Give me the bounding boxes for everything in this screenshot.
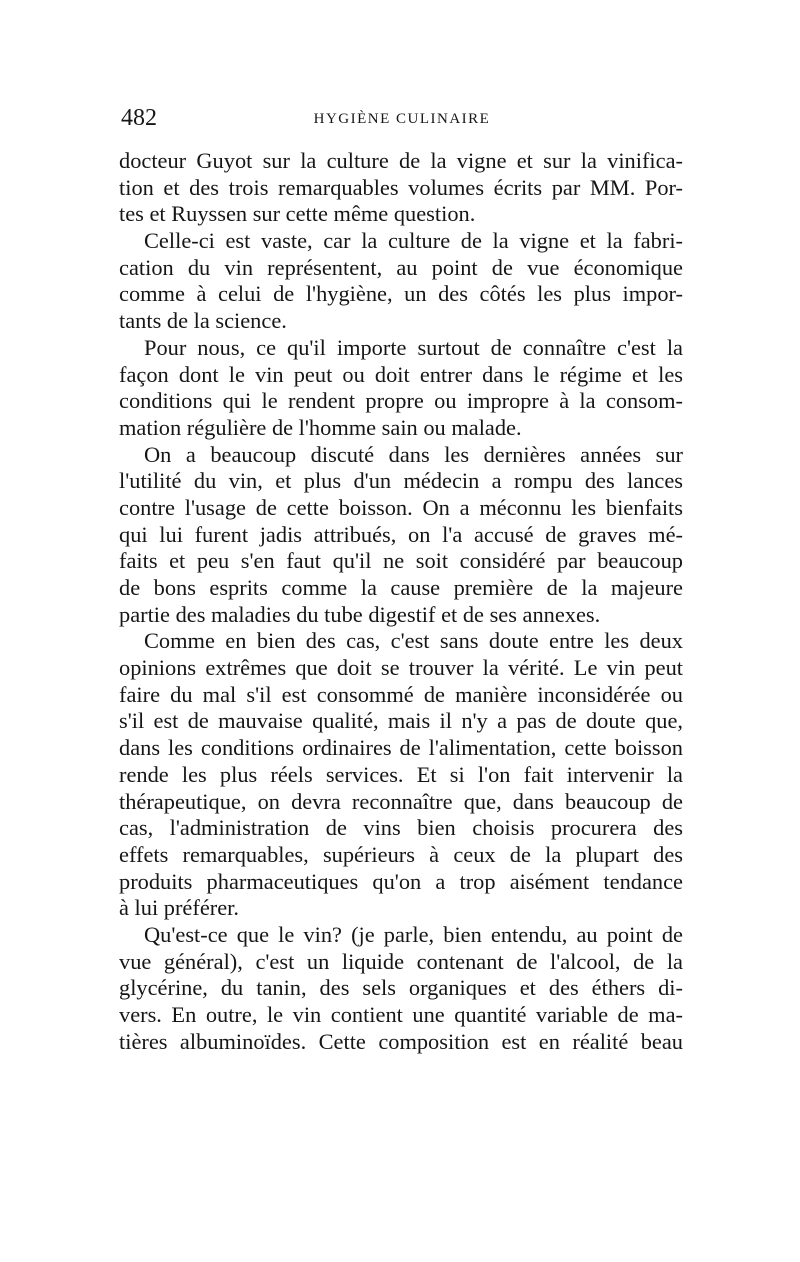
text-line: faits et peu s'en faut qu'il ne soit considéré par beaucoup: [119, 548, 683, 574]
text-line: rende les plus réels services. Et si l'on fait intervenir la: [119, 761, 683, 787]
text-line: On a beaucoup discuté dans les dernières années sur: [144, 441, 683, 467]
text-line: Qu'est-ce que le vin? (je parle, bien entendu, au point de: [144, 921, 683, 947]
text-line: Celle-ci est vaste, car la culture de la vigne et la fabri-: [144, 228, 683, 254]
text-line: faire du mal s'il est consommé de manière inconsidérée ou: [119, 681, 683, 707]
text-line: Comme en bien des cas, c'est sans doute entre les deux: [144, 628, 683, 654]
text-line: tes et Ruyssen sur cette même question.: [119, 201, 476, 227]
text-line: mation régulière de l'homme sain ou malade.: [119, 414, 522, 440]
text-line: glycérine, du tanin, des sels organiques et des éthers di-: [119, 975, 683, 1001]
text-line: vue général), c'est un liquide contenant de l'alcool, de la: [119, 948, 683, 974]
text-line: vers. En outre, le vin contient une quantité variable de ma-: [119, 1002, 683, 1027]
text-line: tants de la science.: [119, 308, 287, 334]
text-line: effets remarquables, supérieurs à ceux de la plupart des: [119, 841, 683, 867]
page-header: [121, 103, 683, 133]
text-line: Pour nous, ce qu'il importe surtout de connaître c'est la: [144, 334, 683, 360]
text-line: l'utilité du vin, et plus d'un médecin a rompu des lances: [119, 468, 683, 494]
text-line: partie des maladies du tube digestif et de ses annexes.: [119, 601, 601, 627]
text-line: opinions extrêmes que doit se trouver la vérité. Le vin peut: [119, 655, 683, 681]
text-line: s'il est de mauvaise qualité, mais il n'y a pas de doute que,: [119, 708, 683, 734]
text-line: conditions qui le rendent propre ou impropre à la consom-: [119, 388, 683, 414]
running-title: HYGIÈNE CULINAIRE: [313, 111, 491, 127]
text-line: contre l'usage de cette boisson. On a méconnu les bienfaits: [119, 494, 683, 520]
text-line: tion et des trois remarquables volumes écrits par MM. Por-: [119, 174, 683, 200]
text-line: dans les conditions ordinaires de l'alimentation, cette boisson: [119, 735, 683, 761]
text-line: tières albuminoïdes. Cette composition est en réalité beau: [119, 1028, 683, 1054]
text-line: de bons esprits comme la cause première de la majeure: [119, 575, 683, 600]
text-line: façon dont le vin peut ou doit entrer dans le régime et les: [119, 361, 683, 387]
body-text: [119, 148, 683, 1055]
text-line: docteur Guyot sur la culture de la vigne et sur la vinifica-: [119, 148, 683, 173]
text-line: thérapeutique, on devra reconnaître que, dans beaucoup de: [119, 788, 683, 814]
text-line: qui lui furent jadis attribués, on l'a accusé de graves mé-: [119, 521, 683, 547]
text-line: cation du vin représentent, au point de vue économique: [119, 254, 683, 280]
page-number: 482: [121, 105, 157, 131]
text-line: à lui préférer.: [119, 895, 239, 921]
text-line: produits pharmaceutiques qu'on a trop aisément tendance: [119, 868, 683, 894]
text-line: comme à celui de l'hygiène, un des côtés les plus impor-: [119, 281, 683, 307]
text-line: cas, l'administration de vins bien choisis procurera des: [119, 815, 683, 841]
